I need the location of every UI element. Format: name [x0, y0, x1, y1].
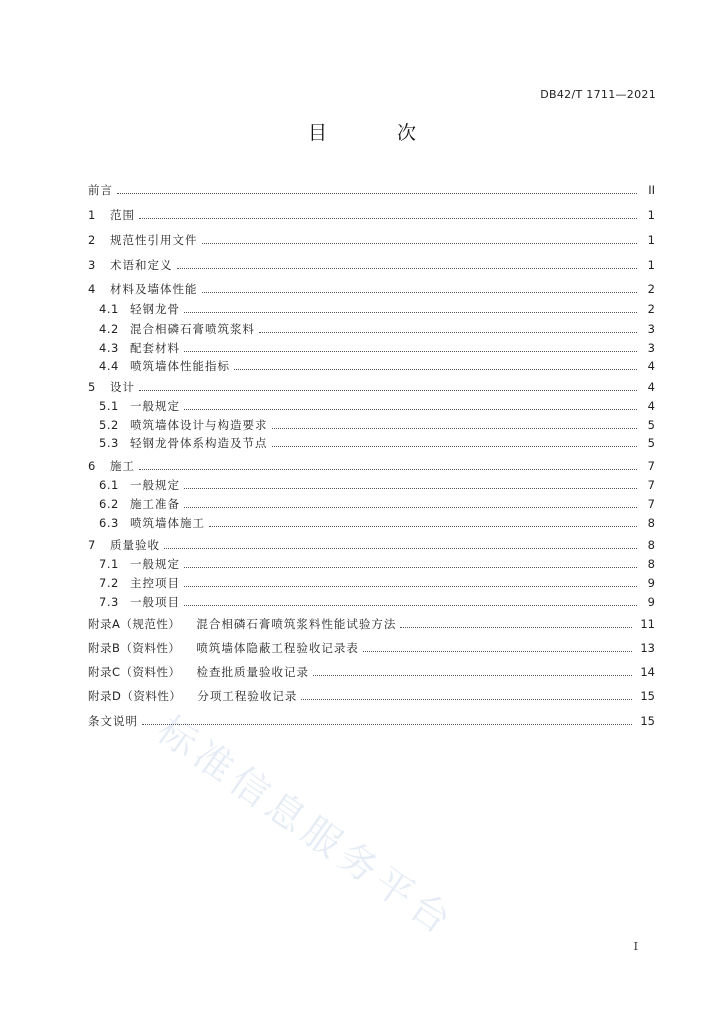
- toc-entry[interactable]: [88, 615, 655, 633]
- toc-entry-number: 4: [88, 282, 96, 296]
- toc-dot-leader: [117, 192, 637, 194]
- toc-entry-page: 8: [647, 538, 655, 552]
- toc-entry-label: 附录A（规范性）: [88, 617, 181, 631]
- toc-entry[interactable]: [88, 574, 655, 592]
- standard-code: DB42/T 1711—2021: [540, 88, 656, 101]
- toc-entry-number: 5: [88, 380, 96, 394]
- toc-entry-page: II: [648, 183, 655, 197]
- toc-entry[interactable]: [88, 536, 655, 554]
- toc-entry-page: 15: [640, 714, 655, 728]
- toc-entry-number: 5.3: [99, 436, 119, 450]
- toc-entry-label: 附录D（资料性）: [88, 689, 182, 703]
- toc-entry-page: 9: [647, 595, 655, 609]
- toc-entry-number: 4.4: [99, 359, 119, 373]
- toc-entry[interactable]: [88, 206, 655, 224]
- toc-entry[interactable]: [88, 514, 655, 532]
- toc-entry-page: 8: [647, 557, 655, 571]
- page-title: 目 次: [307, 122, 449, 144]
- toc-entry-number: 6.1: [99, 478, 119, 492]
- toc-dot-leader: [259, 331, 637, 333]
- toc-entry-label: 术语和定义: [110, 258, 173, 272]
- toc-entry-label: 一般规定: [130, 557, 180, 571]
- toc-entry-number: 7.2: [99, 576, 119, 590]
- toc-entry-page: 7: [647, 459, 655, 473]
- toc-entry-number: 7.1: [99, 557, 119, 571]
- toc-entry[interactable]: [88, 320, 655, 338]
- toc-entry-page: 5: [647, 418, 655, 432]
- watermark: 标准信息服务平台: [149, 707, 464, 946]
- toc-entry-page: 2: [647, 282, 655, 296]
- toc-dot-leader: [184, 311, 637, 313]
- toc-entry-page: 7: [647, 478, 655, 492]
- toc-entry[interactable]: [88, 687, 655, 705]
- toc-entry-label: 喷筑墙体施工: [130, 516, 205, 530]
- toc-dot-leader: [139, 217, 637, 219]
- toc-entry-description: 检查批质量验收记录: [196, 665, 310, 679]
- toc-entry-page: 1: [647, 258, 655, 272]
- toc-entry-page: 7: [647, 497, 655, 511]
- toc-entry-page: 1: [647, 208, 655, 222]
- toc-entry-label: 条文说明: [88, 714, 138, 728]
- toc-entry-label: 范围: [110, 208, 135, 222]
- toc-entry-label: 设计: [110, 380, 135, 394]
- toc-entry-number: 3: [88, 258, 96, 272]
- toc-entry-number: 5.2: [99, 418, 119, 432]
- toc-dot-leader: [139, 468, 637, 470]
- toc-entry-number: 6: [88, 459, 96, 473]
- toc-dot-leader: [202, 291, 638, 293]
- toc-entry-description: 喷筑墙体隐蔽工程验收记录表: [196, 641, 359, 655]
- toc-entry[interactable]: [88, 639, 655, 657]
- toc-dot-leader: [184, 487, 637, 489]
- toc-entry[interactable]: [88, 476, 655, 494]
- toc-entry-label: 材料及墙体性能: [110, 282, 198, 296]
- toc-dot-leader: [177, 267, 638, 269]
- toc-dot-leader: [184, 506, 637, 508]
- toc-entry-description: 分项工程验收记录: [197, 689, 298, 703]
- toc-entry-label: 一般项目: [130, 595, 180, 609]
- toc-entry-label: 配套材料: [130, 341, 180, 355]
- toc-dot-leader: [184, 604, 637, 606]
- toc-entry-number: 4.1: [99, 302, 119, 316]
- toc-entry-page: 15: [640, 689, 655, 703]
- toc-entry-label: 规范性引用文件: [110, 233, 198, 247]
- toc-entry-number: 7: [88, 538, 96, 552]
- toc-entry-number: 5.1: [99, 399, 119, 413]
- toc-entry-page: 3: [647, 322, 655, 336]
- toc-entry-number: 7.3: [99, 595, 119, 609]
- toc-entry[interactable]: [88, 555, 655, 573]
- toc-entry-label: 施工准备: [130, 497, 180, 511]
- toc-entry-number: 6.3: [99, 516, 119, 530]
- toc-entry-label: 轻钢龙骨: [130, 302, 180, 316]
- toc-dot-leader: [400, 626, 632, 628]
- toc-dot-leader: [184, 408, 637, 410]
- toc-entry-page: 4: [647, 359, 655, 373]
- toc-entry-description: 混合相磷石膏喷筑浆料性能试验方法: [196, 617, 397, 631]
- toc-entry-label: 前言: [88, 183, 113, 197]
- toc-dot-leader: [272, 427, 638, 429]
- toc-entry-label: 施工: [110, 459, 135, 473]
- toc-dot-leader: [313, 674, 632, 676]
- toc-entry-number: 2: [88, 233, 96, 247]
- toc-entry-page: 11: [640, 617, 655, 631]
- toc-dot-leader: [209, 525, 637, 527]
- toc-entry[interactable]: [88, 339, 655, 357]
- toc-entry-page: 4: [647, 399, 655, 413]
- toc-entry[interactable]: [88, 357, 655, 375]
- toc-dot-leader: [202, 242, 638, 244]
- toc-entry-label: 附录C（资料性）: [88, 665, 181, 679]
- toc-entry-page: 8: [647, 516, 655, 530]
- toc-entry[interactable]: [88, 280, 655, 298]
- toc-entry-page: 14: [640, 665, 655, 679]
- toc-entry[interactable]: [88, 181, 655, 199]
- toc-entry[interactable]: [88, 495, 655, 513]
- toc-entry-label: 喷筑墙体性能指标: [130, 359, 230, 373]
- toc-dot-leader: [184, 350, 637, 352]
- toc-entry-page: 3: [647, 341, 655, 355]
- toc-entry[interactable]: [88, 593, 655, 611]
- toc-entry-label: 一般规定: [130, 478, 180, 492]
- toc-entry-label: 一般规定: [130, 399, 180, 413]
- toc-entry[interactable]: [88, 378, 655, 396]
- toc-entry-label: 附录B（资料性）: [88, 641, 181, 655]
- toc-entry[interactable]: [88, 300, 655, 318]
- toc-dot-leader: [184, 585, 637, 587]
- toc-entry[interactable]: [88, 457, 655, 475]
- toc-entry-label: 喷筑墙体设计与构造要求: [130, 418, 268, 432]
- toc-entry-page: 13: [640, 641, 655, 655]
- toc-entry-number: 4.2: [99, 322, 119, 336]
- toc-dot-leader: [363, 650, 632, 652]
- toc-entry[interactable]: [88, 231, 655, 249]
- toc-entry-page: 4: [647, 380, 655, 394]
- toc-entry-label: 主控项目: [130, 576, 180, 590]
- toc-entry-page: 2: [647, 302, 655, 316]
- toc-entry-page: 1: [647, 233, 655, 247]
- toc-entry-page: 9: [647, 576, 655, 590]
- toc-dot-leader: [142, 723, 632, 725]
- toc-dot-leader: [301, 698, 632, 700]
- toc-dot-leader: [164, 547, 637, 549]
- page-number: I: [633, 940, 638, 953]
- toc-dot-leader: [139, 389, 637, 391]
- toc-entry[interactable]: [88, 712, 655, 730]
- toc-entry-number: 6.2: [99, 497, 119, 511]
- toc-entry-label: 轻钢龙骨体系构造及节点: [130, 436, 268, 450]
- toc-dot-leader: [234, 368, 637, 370]
- toc-entry[interactable]: [88, 256, 655, 274]
- toc-entry-page: 5: [647, 436, 655, 450]
- toc-dot-leader: [184, 566, 637, 568]
- toc-entry-number: 4.3: [99, 341, 119, 355]
- toc-entry-number: 1: [88, 208, 96, 222]
- toc-dot-leader: [272, 445, 638, 447]
- toc-entry[interactable]: [88, 663, 655, 681]
- toc-entry-label: 混合相磷石膏喷筑浆料: [130, 322, 255, 336]
- toc-entry[interactable]: [88, 397, 655, 415]
- toc-entry-label: 质量验收: [110, 538, 160, 552]
- toc-entry[interactable]: [88, 416, 655, 434]
- toc-entry[interactable]: [88, 434, 655, 452]
